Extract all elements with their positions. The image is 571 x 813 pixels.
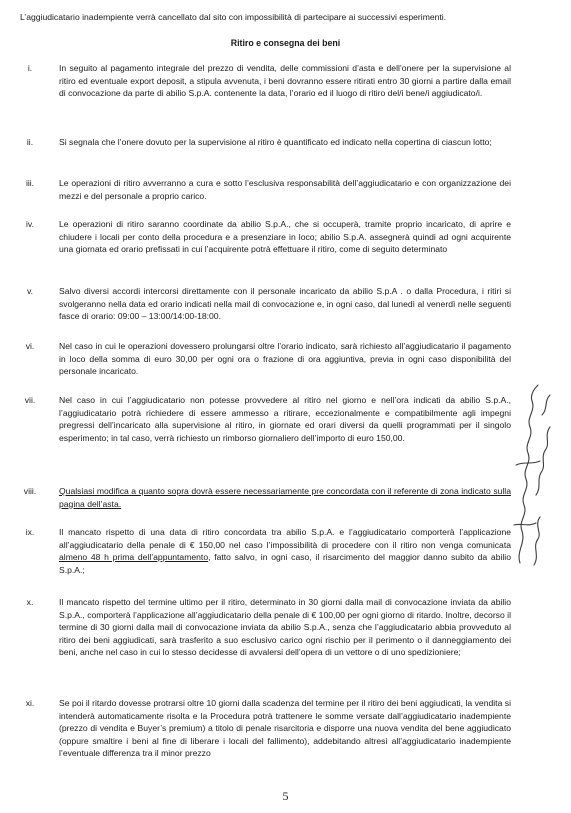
page-number: 5 <box>282 789 289 803</box>
item-number: viii. <box>23 486 37 496</box>
item-number: x. <box>26 597 34 607</box>
item-number: vii. <box>24 395 36 405</box>
item-text: Le operazioni di ritiro avverranno a cura e sotto l’esclusiva responsabilità dell’aggiudicatario e con organizzazione dei mezzi e del personale a proprio carico. <box>59 178 511 201</box>
item-number: i. <box>27 63 33 73</box>
underlined-deadline: almeno 48 h prima dell’appuntamento <box>59 552 209 563</box>
item-text-part: Il mancato rispetto di una data di ritiro concordata tra abilio S.p.A. e l’aggiudicatario comporterà l’applicazione all’aggiudicatario della penale di € 150,00 nel caso l’impossibilità di procedere con il ritiro non venga comunicata <box>59 527 511 550</box>
item-text: Salvo diversi accordi intercorsi direttamente con il personale incaricato da abilio S.p.A . o dalla Procedura, i ritiri si svolgeranno nella data ed orario indicati nella mail di convocazione e, in ogni caso, dal lunedì al venerdì nelle seguenti fasce di orario: 09:00 – 13:00/14:00-18:00. <box>59 286 511 322</box>
item-number: v. <box>26 286 34 296</box>
item-text: Si segnala che l’onere dovuto per la supervisione al ritiro è quantificato ed indicato nella copertina di ciascun lotto; <box>59 137 492 147</box>
item-text: Se poi il ritardo dovesse protrarsi oltre 10 giorni dalla scadenza del termine per il ritiro dei beni aggiudicati, la vendita si intenderà automaticamente risolta e la Procedura potrà trattenere le somme versate dall’aggiudicatario inadempiente (prezzo di vendita e Buyer’s premium) a titolo di penale risarcitoria e disporre una nuova vendita del bene aggiudicato (oppure smaltire i beni al fine di liberare i locali del fallimento), addebitando altresì all’aggiudicatario inadempiente l’eventuale differenza tra il minor prezzo <box>59 698 511 759</box>
item-text: Qualsiasi modifica a quanto sopra dovrà essere necessariamente pre concordata con il referente di zona indicato sulla pagina dell’asta. <box>59 486 511 509</box>
item-number: ix. <box>25 527 35 537</box>
item-text: Le operazioni di ritiro saranno coordinate da abilio S.p.A., che si occuperà, tramite proprio incaricato, di aprire e chiudere i locali per conto della procedura e a presenziare in loco; abilio S.p.A. assegnerà quindi ad ogni acquirente una giornata ed orario prefissati in cui l’acquirente potrà effettuare il ritiro, come di seguito determinato <box>59 219 511 255</box>
item-text: Nel caso in cui le operazioni dovessero prolungarsi oltre l’orario indicato, sarà richiesto all’aggiudicatario il pagamento in loco della somma di euro 30,00 per ogni ora o frazione di ora aggiuntiva, previa in ogni caso disponibilità del personale incaricato. <box>59 341 511 377</box>
item-text: In seguito al pagamento integrale del prezzo di vendita, delle commissioni d’asta e dell’onere per la supervisione al ritiro ed eventuale export deposit, a stipula avvenuta, i beni dovranno essere ritirati entro 30 giorni a partire dalla email di convocazione da parte di abilio S.p.A. contenente la data, l’orario ed il luogo di ritiro del/i bene/i aggiudicato/i. <box>59 63 511 99</box>
section-heading: Ritiro e consegna dei beni <box>230 38 341 48</box>
item-text: Il mancato rispetto del termine ultimo per il ritiro, determinato in 30 giorni dalla mail di convocazione inviata da abilio S.p.A., comporterà l’applicazione all’aggiudicatario della penale di € 100,00 per ogni giorno di ritardo. Inoltre, decorso il termine di 30 giorni dalla mail di convocazione inviata da abilio S.p.A., senza che l’aggiudicatario abbia provveduto al ritiro dei beni aggiudicati, sarà trasferito a suo esclusivo carico ogni rischio per il perimento o il danneggiamento dei beni, anche nel caso in cui lo stesso decidesse di avvalersi dell’opera di un vettore o di uno spedizioniere; <box>59 597 511 658</box>
item-text <box>59 526 511 576</box>
handwritten-signature <box>506 375 558 575</box>
item-number: ii. <box>26 137 34 147</box>
item-number: vi. <box>25 341 35 351</box>
item-text: Nel caso in cui l’aggiudicatario non potesse provvedere al ritiro nel giorno e nell’ora indicati da abilio S.p.A., l’aggiudicatario potrà richiedere di essere ammesso a ritirare, eccezionalmente e compatibilmente agli impegni pregressi dell’incaricato alla supervisione al ritiro, in giornate ed orari diversi da quelli programmati per il singolo esperimento; in tal caso, verrà richiesto un rimborso giornaliero dell’importo di euro 150,00. <box>59 395 511 443</box>
item-number: iv. <box>26 219 34 229</box>
item-number: iii. <box>25 178 35 188</box>
intro-paragraph: L’aggiudicatario inadempiente verrà cancellato dal sito con impossibilità di partecipare ai successivi esperimenti. <box>20 12 447 22</box>
item-number: xi. <box>25 698 35 708</box>
item-text-part: , fatto salvo, in ogni caso, il risarcimento del maggior danno subito da abilio S.p.A.; <box>59 552 511 575</box>
